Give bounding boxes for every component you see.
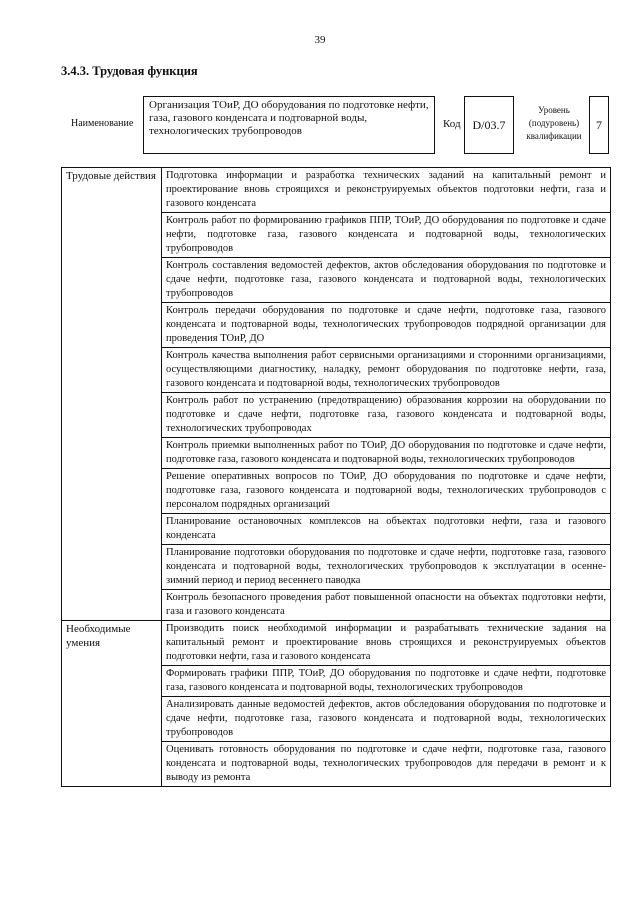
category-label: Трудовые действия (62, 168, 162, 621)
requirement-text: Контроль приемки выполненных работ по ТОиР, ДО оборудования по подготовке и сдаче нефти, подготовке газа, газового конденсата и подтоварной воды, технологических трубопроводов (162, 438, 611, 469)
requirement-text: Оценивать готовность оборудования по подготовке и сдаче нефти, подготовке газа, газового конденсата и подтоварной воды, технологических трубопроводов для передачи в ремонт и к выводу из ремонта (162, 742, 611, 787)
code-label: Код (443, 118, 461, 130)
requirement-text: Контроль качества выполнения работ сервисными организациями и сторонними организациями, осуществляющими диагностику, наладку, ремонт оборудования по подготовке нефти, газа, газового конденсата и подтоварной воды, технологических трубопроводов (162, 348, 611, 393)
function-code: D/03.7 (464, 96, 514, 154)
requirement-text: Контроль безопасного проведения работ повышенной опасности на объектах подготовки нефти, газа и газового конденсата (162, 590, 611, 621)
requirement-text: Контроль работ по формированию графиков ППР, ТОиР, ДО оборудования по подготовке и сдаче нефти, подготовке газа, газового конденсата и подтоварной воды, технологических трубопроводов (162, 213, 611, 258)
requirement-text: Производить поиск необходимой информации и разрабатывать технические задания на капитальный ремонт и проектирование вновь строящихся и реконструируемых объектов подготовки нефти, газа и газового конденсата (162, 621, 611, 666)
page-number: 39 (314, 34, 326, 46)
requirement-text: Контроль составления ведомостей дефектов, актов обследования оборудования по подготовке и сдаче нефти, подготовке газа, газового конденсата и подтоварной воды, технологических трубопроводов (162, 258, 611, 303)
requirement-text: Контроль работ по устранению (предотвращению) образования коррозии на оборудовании по подготовке и сдаче нефти, подготовке газа, газового конденсата и подтоварной воды, технологических трубопроводах (162, 393, 611, 438)
table-row (62, 621, 611, 666)
category-label: Необходимые умения (62, 621, 162, 787)
requirement-text: Планирование подготовки оборудования по подготовке и сдаче нефти, подготовке газа, газового конденсата и подтоварной воды, технологических трубопроводов к эксплуатации в осенне-зимний период и период весеннего паводка (162, 545, 611, 590)
requirement-text: Контроль передачи оборудования по подготовке и сдаче нефти, подготовке газа, газового конденсата и подтоварной воды, технологических трубопроводов подрядной организации для проведения ТОиР, ДО (162, 303, 611, 348)
requirement-text: Анализировать данные ведомостей дефектов, актов обследования оборудования по подготовке и сдаче нефти, подготовке газа, газового конденсата и подтоварной воды, технологических трубопроводов (162, 697, 611, 742)
function-table (61, 167, 611, 787)
section-title: 3.4.3. Трудовая функция (61, 64, 198, 78)
requirement-text: Формировать графики ППР, ТОиР, ДО оборудования по подготовке и сдаче нефти, подготовке газа, газового конденсата и подтоварной воды, технологических трубопроводов (162, 666, 611, 697)
qualification-level-label: Уровень (подуровень) квалификации (526, 105, 582, 141)
qualification-level: 7 (589, 96, 609, 154)
function-name: Организация ТОиР, ДО оборудования по подготовке нефти, газа, газового конденсата и подтоварной воды, технологических трубопроводов (143, 96, 435, 154)
function-header (61, 96, 611, 156)
table-row (62, 168, 611, 213)
requirement-text: Подготовка информации и разработка технических заданий на капитальный ремонт и проектирование вновь строящихся и реконструируемых объектов подготовки нефти, газа и газового конденсата (162, 168, 611, 213)
requirement-text: Планирование остановочных комплексов на объектах подготовки нефти, газа и газового конденсата (162, 514, 611, 545)
requirement-text: Решение оперативных вопросов по ТОиР, ДО оборудования по подготовке и сдаче нефти, подготовке газа, газового конденсата и подтоварной воды, технологических трубопроводов с персоналом подрядных организаций (162, 469, 611, 514)
name-label: Наименование (71, 118, 134, 129)
